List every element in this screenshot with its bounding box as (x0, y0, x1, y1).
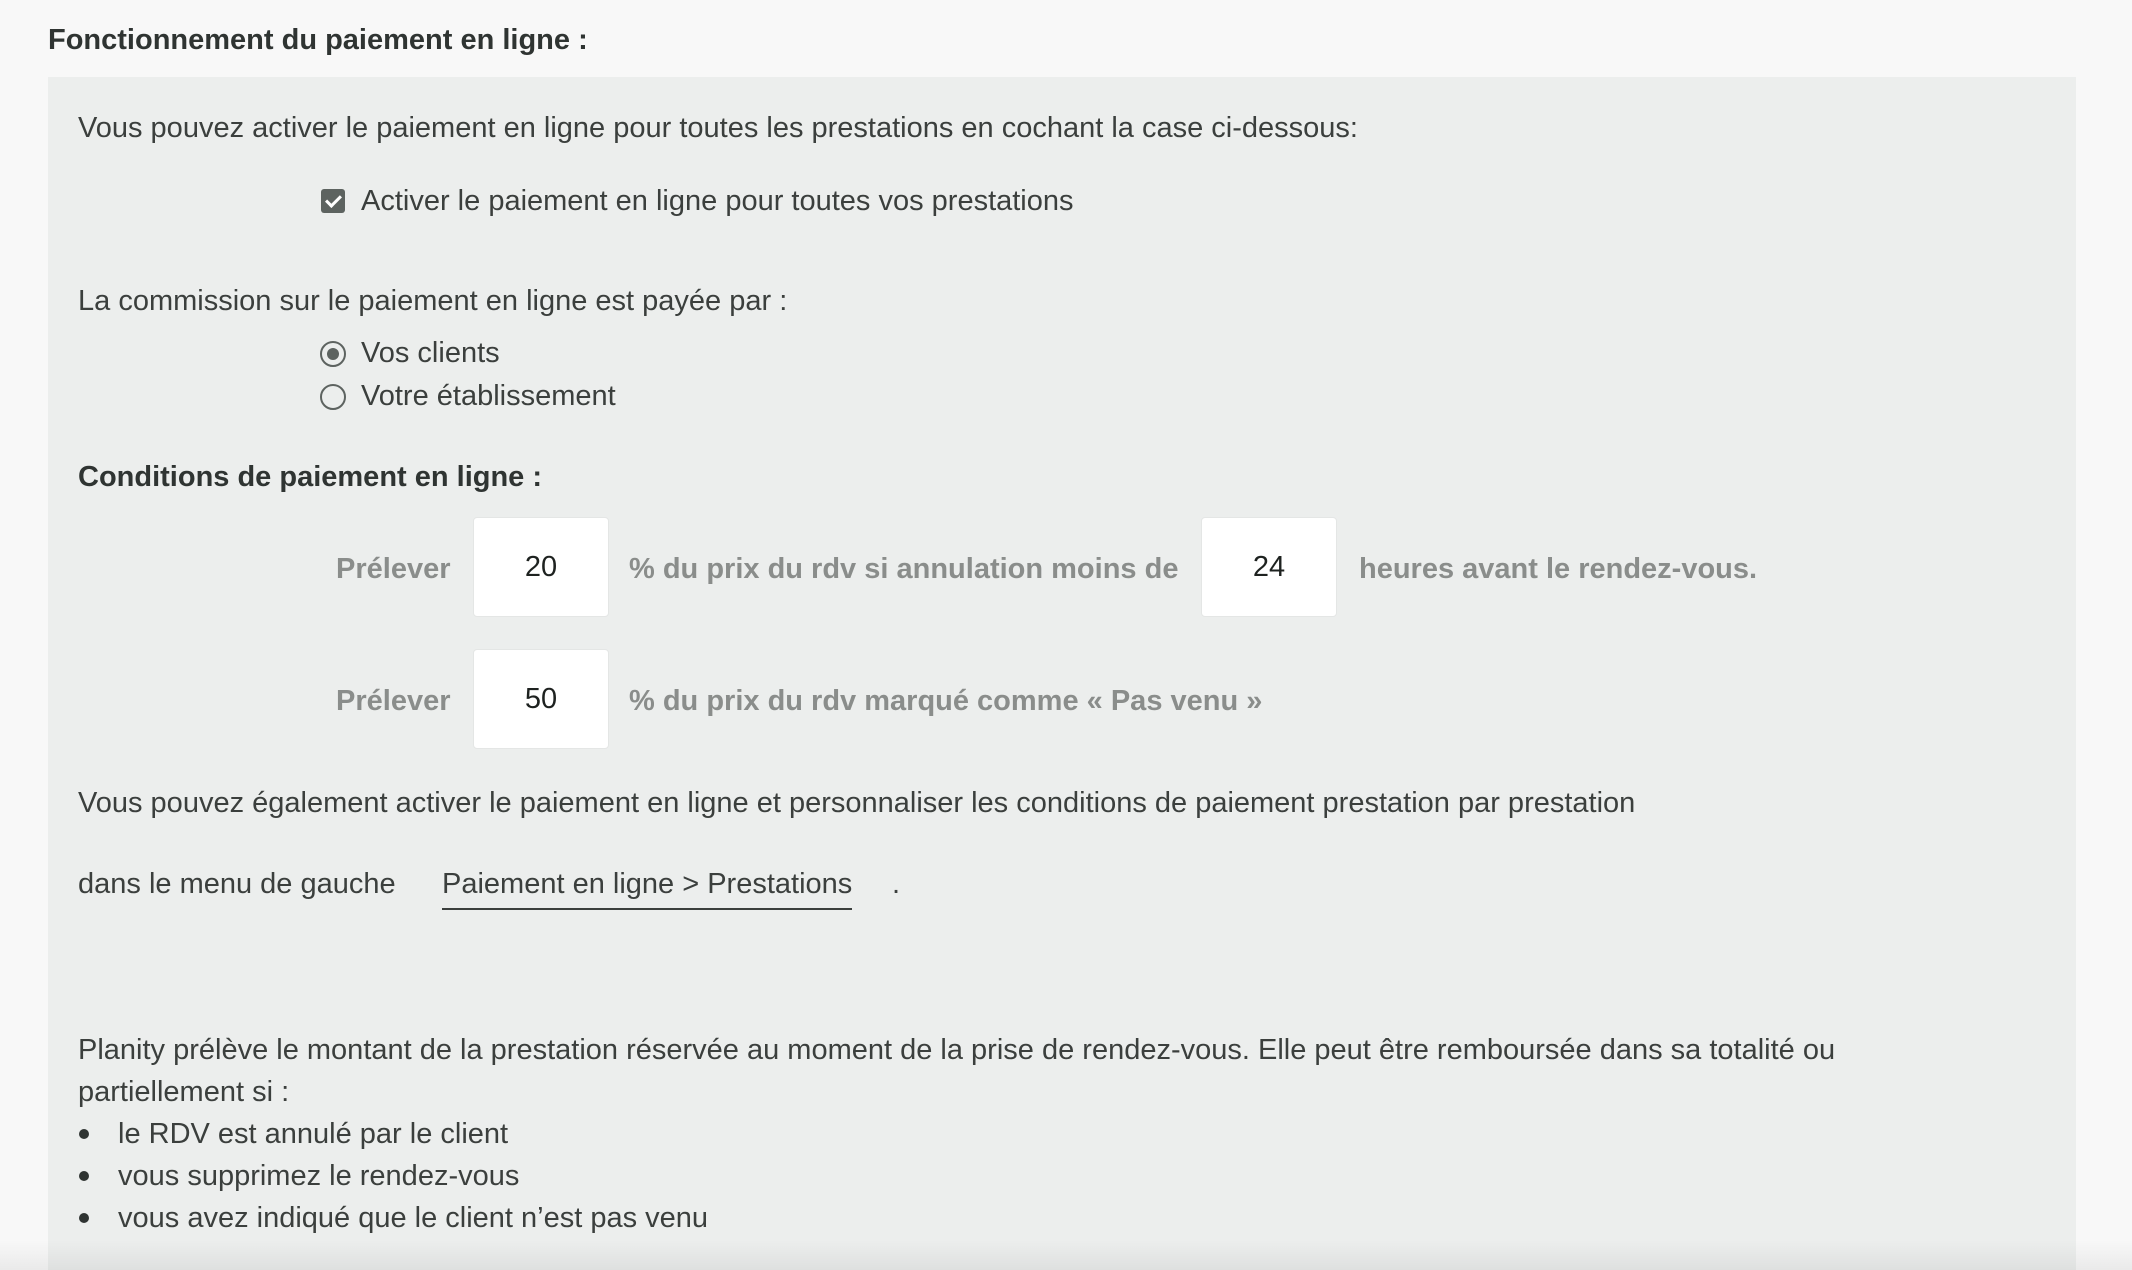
refund-list-item: le RDV est annulé par le client (118, 1118, 509, 1150)
online-payment-services-link[interactable]: Paiement en ligne > Prestations (442, 864, 852, 910)
enable-online-payment-label[interactable]: Activer le paiement en ligne pour toutes vos prestations (361, 185, 1074, 217)
online-payment-panel (48, 77, 2076, 1270)
no-show-percent-input[interactable] (473, 649, 609, 749)
refund-paragraph-line2: partiellement si : (78, 1076, 290, 1108)
no-show-suffix-label: % du prix du rdv marqué comme « Pas venu » (629, 685, 1263, 717)
cancellation-percent-input[interactable] (473, 517, 609, 617)
list-bullet (79, 1129, 89, 1139)
cancellation-prefix-label: Prélever (336, 553, 451, 585)
custom-conditions-text: Vous pouvez également activer le paiement en ligne et personnaliser les conditions de paiement prestation par prestation (78, 787, 1636, 819)
section-title: Fonctionnement du paiement en ligne : (48, 24, 588, 56)
list-bullet (79, 1171, 89, 1181)
no-show-prefix-label: Prélever (336, 685, 451, 717)
custom-conditions-menu-text: dans le menu de gauche (78, 868, 396, 900)
conditions-title: Conditions de paiement en ligne : (78, 461, 543, 493)
commission-question: La commission sur le paiement en ligne est payée par : (78, 285, 788, 317)
cancellation-suffix-label: heures avant le rendez-vous. (1359, 553, 1758, 585)
list-bullet (79, 1213, 89, 1223)
enable-online-payment-checkbox[interactable] (321, 189, 345, 213)
commission-radio-establishment[interactable] (320, 384, 346, 410)
commission-option-establishment-label[interactable]: Votre établissement (361, 380, 616, 412)
refund-list-item: vous avez indiqué que le client n’est pas venu (118, 1202, 709, 1234)
commission-option-clients-label[interactable]: Vos clients (361, 337, 500, 369)
intro-text: Vous pouvez activer le paiement en ligne pour toutes les prestations en cochant la case ci-dessous: (78, 112, 1358, 144)
refund-list-item: vous supprimez le rendez-vous (118, 1160, 520, 1192)
refund-paragraph-line1: Planity prélève le montant de la prestation réservée au moment de la prise de rendez-vous. Elle peut être remboursée dans sa totalité ou (78, 1034, 1836, 1066)
commission-radio-clients[interactable] (320, 341, 346, 367)
custom-conditions-period: . (892, 868, 901, 900)
cancellation-hours-input[interactable] (1201, 517, 1337, 617)
cancellation-middle-label: % du prix du rdv si annulation moins de (629, 553, 1179, 585)
